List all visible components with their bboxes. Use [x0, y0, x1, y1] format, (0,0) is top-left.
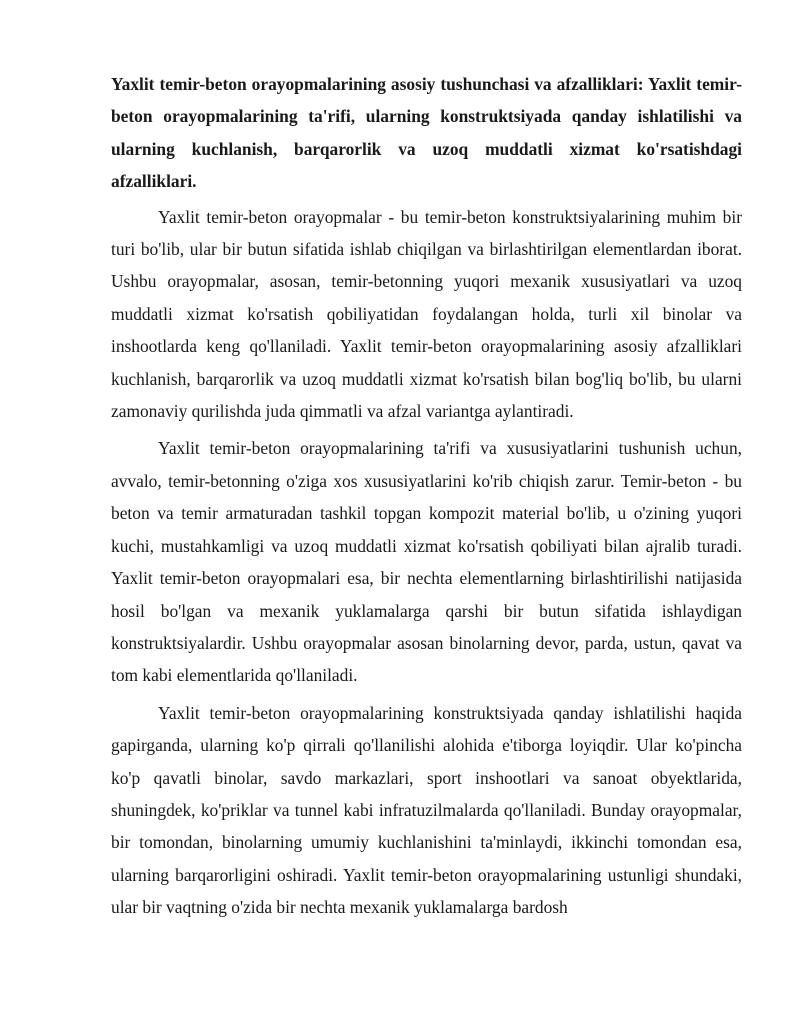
section-heading: Yaxlit temir-beton orayopmalarining asosiy tushunchasi va afzalliklari: Yaxlit temir-beton orayopmalarining ta'rifi, ularning konstruktsiyada qanday ishlatilishi va ularning kuchlanish, barqarorlik va uzoq muddatli xizmat ko'rsatishdagi afzalliklari. [111, 74, 742, 192]
paragraph-properties: Yaxlit temir-beton orayopmalarining ta'rifi va xususiyatlarini tushunish uchun, avvalo, temir-betonning o'ziga xos xususiyatlarini ko'rib chiqish zarur. Temir-beton - bu beton va temir armaturadan tashkil topgan kompozit material bo'lib, u o'zining yuqori kuchi, mustahkamligi va uzoq muddatli xizmat ko'rsatish qobiliyati bilan ajralib turadi. Yaxlit temir-beton orayopmalari esa, bir nechta elementlarning birlashtirilishi natijasida hosil bo'lgan va mexanik yuklamalarga qarshi bir butun sifatida ishlaydigan konstruktsiyalardir. Ushbu orayopmalar asosan binolarning devor, parda, ustun, qavat va tom kabi elementlarida qo'llaniladi. [111, 438, 742, 686]
document-page [111, 68, 742, 929]
paragraph-definition: Yaxlit temir-beton orayopmalar - bu temir-beton konstruktsiyalarining muhim bir turi bo'lib, ular bir butun sifatida ishlab chiqilgan va birlashtirilgan elementlardan iborat. Ushbu orayopmalar, asosan, temir-betonning yuqori mexanik xususiyatlari va uzoq muddatli xizmat ko'rsatish qobiliyatidan foydalangan holda, turli xil binolar va inshootlarda keng qo'llaniladi. Yaxlit temir-beton orayopmalarining asosiy afzalliklari kuchlanish, barqarorlik va uzoq muddatli xizmat ko'rsatish bilan bog'liq bo'lib, bu ularni zamonaviy qurilishda juda qimmatli va afzal variantga aylantiradi. [111, 206, 742, 422]
paragraph-usage: Yaxlit temir-beton orayopmalarining konstruktsiyada qanday ishlatilishi haqida gapirganda, ularning ko'p qirrali qo'llanilishi alohida e'tiborga loyiqdir. Ular ko'pincha ko'p qavatli binolar, savdo markazlari, sport inshootlari va sanoat obyektlarida, shuningdek, ko'priklar va tunnel kabi infratuzilmalarda qo'llaniladi. Bunday orayopmalar, bir tomondan, binolarning umumiy kuchlanishini ta'minlaydi, ikkinchi tomondan esa, ularning barqarorligini oshiradi. Yaxlit temir-beton orayopmalarining ustunligi shundaki, ular bir vaqtning o'zida bir nechta mexanik yuklamalarga bardosh [111, 702, 742, 918]
